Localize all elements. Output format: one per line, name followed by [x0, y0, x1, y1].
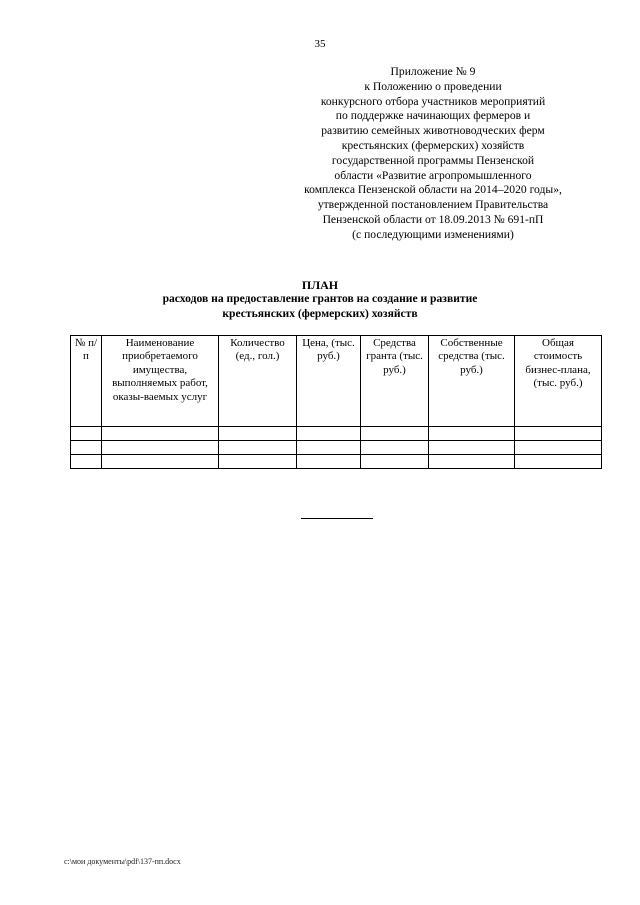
appendix-line: утвержденной постановлением Правительства	[317, 198, 549, 212]
header-item-name: Наименование приобретаемого имущества, выполняемых работ, оказы-ваемых услуг	[102, 336, 219, 427]
header-grant-funds: Средства гранта (тыс. руб.)	[361, 336, 429, 427]
appendix-line: (с последующими изменениями)	[352, 227, 514, 241]
table-cell	[102, 427, 219, 441]
table-cell	[219, 427, 297, 441]
header-quantity: Количество (ед., гол.)	[219, 336, 297, 427]
header-price: Цена, (тыс. руб.)	[297, 336, 361, 427]
header-own-funds: Собственные средства (тыс. руб.)	[429, 336, 515, 427]
expense-plan-table	[70, 335, 602, 469]
table-cell	[71, 427, 102, 441]
table-cell	[515, 455, 602, 469]
table-row	[71, 455, 602, 469]
plan-subtitle-line: расходов на предоставление грантов на создание и развитие	[162, 292, 478, 305]
table-cell	[429, 455, 515, 469]
table-cell	[71, 441, 102, 455]
table-cell	[515, 427, 602, 441]
table-cell	[361, 455, 429, 469]
table-cell	[102, 441, 219, 455]
table-cell	[361, 441, 429, 455]
table-row	[71, 427, 602, 441]
header-number: № п/п	[71, 336, 102, 427]
appendix-block	[268, 65, 598, 243]
appendix-line: Пензенской области от 18.09.2013 № 691-пП	[322, 212, 544, 226]
page-number: 35	[314, 38, 326, 50]
appendix-line: к Положению о проведении	[364, 79, 502, 93]
appendix-line: развитию семейных животноводческих ферм	[321, 124, 545, 138]
table-cell	[429, 441, 515, 455]
table-row	[71, 441, 602, 455]
separator-line	[301, 518, 373, 519]
appendix-line: конкурсного отбора участников мероприятий	[320, 94, 546, 108]
appendix-line: крестьянских (фермерских) хозяйств	[341, 138, 525, 152]
appendix-line: по поддержке начинающих фермеров и	[335, 109, 531, 123]
table-cell	[297, 455, 361, 469]
appendix-line: Приложение № 9	[390, 65, 476, 78]
plan-subtitle-line: крестьянских (фермерских) хозяйств	[222, 306, 418, 320]
footer-file-path: c:\мои документы\pdf\137-пп.docx	[64, 857, 181, 866]
table-cell	[102, 455, 219, 469]
table-cell	[297, 441, 361, 455]
table-cell	[219, 455, 297, 469]
table-cell	[515, 441, 602, 455]
table-cell	[297, 427, 361, 441]
header-total-cost: Общая стоимость бизнес-плана, (тыс. руб.)	[515, 336, 602, 427]
appendix-line: комплекса Пензенской области на 2014–2020 годы»,	[304, 183, 562, 197]
table-cell	[361, 427, 429, 441]
plan-subtitle	[0, 292, 640, 321]
plan-title: ПЛАН	[301, 278, 339, 292]
appendix-line: государственной программы Пензенской	[331, 153, 535, 167]
appendix-line: области «Развитие агропромышленного	[334, 168, 532, 182]
table-cell	[429, 427, 515, 441]
table-header-row	[71, 336, 602, 427]
table-cell	[219, 441, 297, 455]
table-cell	[71, 455, 102, 469]
